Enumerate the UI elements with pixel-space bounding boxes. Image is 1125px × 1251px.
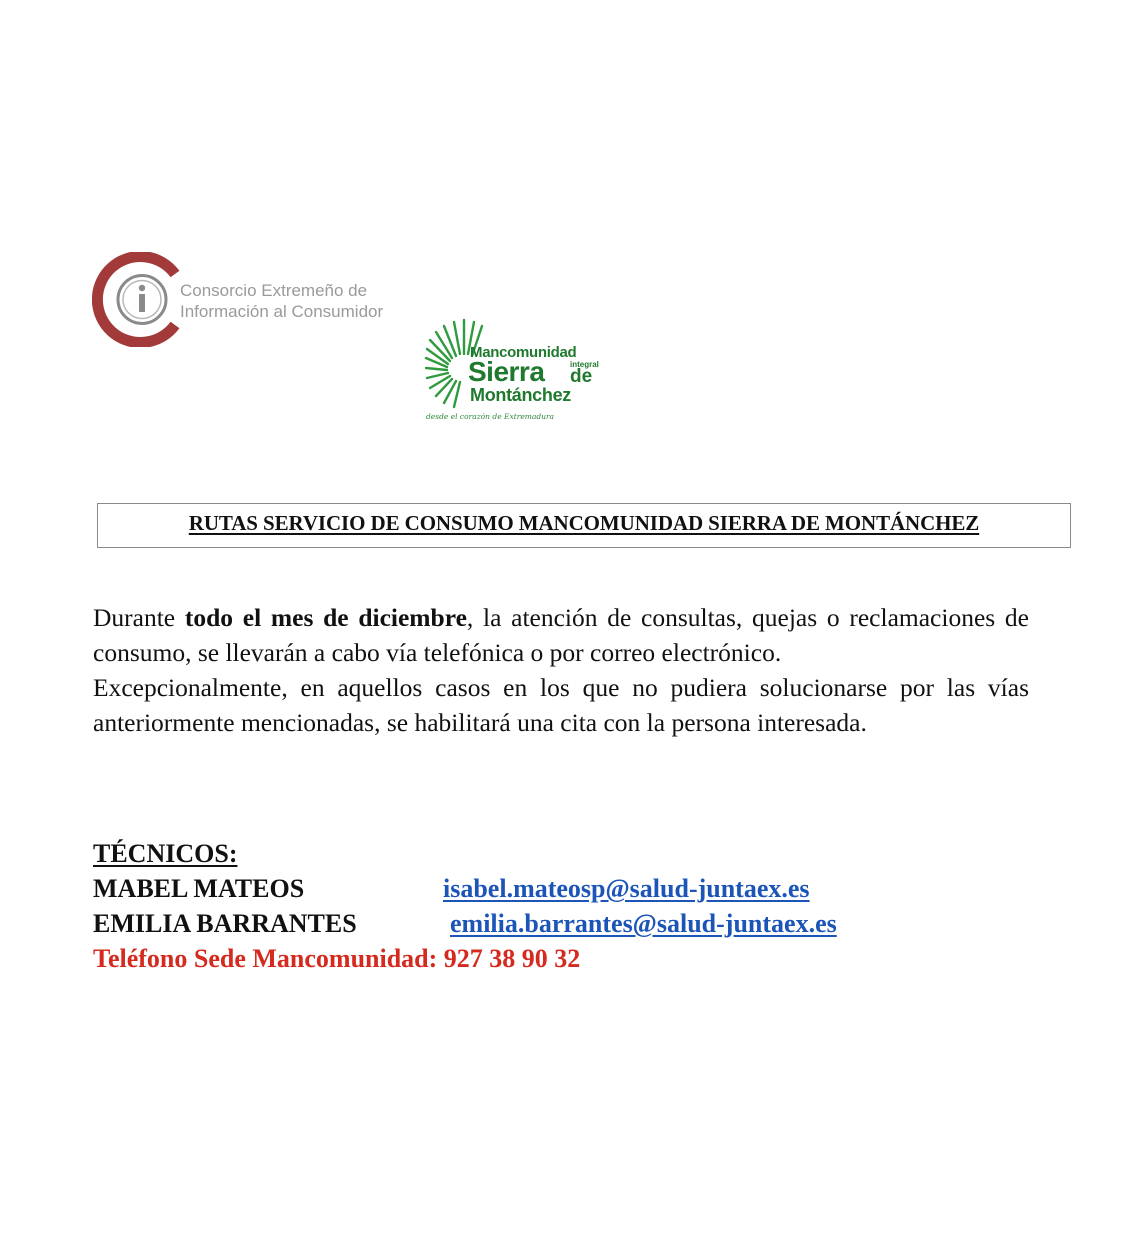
technician-row [93, 871, 1053, 906]
paragraph-1-before: Durante [93, 603, 185, 632]
mancomunidad-tagline: desde el corazón de Extremadura [426, 412, 555, 421]
title-box [97, 503, 1071, 548]
consorcio-line-1: Consorcio Extremeño de [180, 281, 368, 300]
mancomunidad-logo [424, 316, 604, 426]
technician-name: EMILIA BARRANTES [93, 909, 357, 938]
paragraph-1-after: , la atención de consultas, quejas o reclamaciones de consumo, se llevarán a cabo vía telefónica o por correo electrónico. [93, 603, 1029, 667]
paragraph-1-bold: todo el mes de diciembre [184, 603, 467, 632]
technician-email-link[interactable]: isabel.mateosp@salud-juntaex.es [443, 874, 810, 903]
consorcio-emblem-icon [92, 252, 187, 347]
integral-word: integral [570, 360, 599, 369]
technician-name: MABEL MATEOS [93, 874, 305, 903]
paragraph-1 [93, 600, 1029, 670]
technicians-section [93, 836, 1053, 976]
consorcio-logo [92, 252, 432, 347]
technician-row [93, 906, 1053, 941]
technician-email-link[interactable]: emilia.barrantes@salud-juntaex.es [450, 909, 837, 938]
sierra-word: Sierra [468, 356, 545, 387]
consorcio-line-2: Información al Consumidor [180, 302, 384, 321]
technicians-heading: TÉCNICOS: [93, 839, 238, 868]
document-title: RUTAS SERVICIO DE CONSUMO MANCOMUNIDAD SIERRA DE MONTÁNCHEZ [188, 511, 980, 535]
body-text [93, 600, 1029, 740]
headquarters-phone: Teléfono Sede Mancomunidad: 927 38 90 32 [93, 944, 581, 973]
paragraph-2: Excepcionalmente, en aquellos casos en los que no pudiera solucionarse por las vías anteriormente mencionadas, se habilitará una cita con la persona interesada. [93, 673, 1029, 737]
consorcio-logo-text [180, 280, 383, 322]
de-word: de [570, 366, 593, 387]
mancomunidad-word: Mancomunidad [470, 344, 577, 361]
montanchez-word: Montánchez [470, 385, 572, 405]
